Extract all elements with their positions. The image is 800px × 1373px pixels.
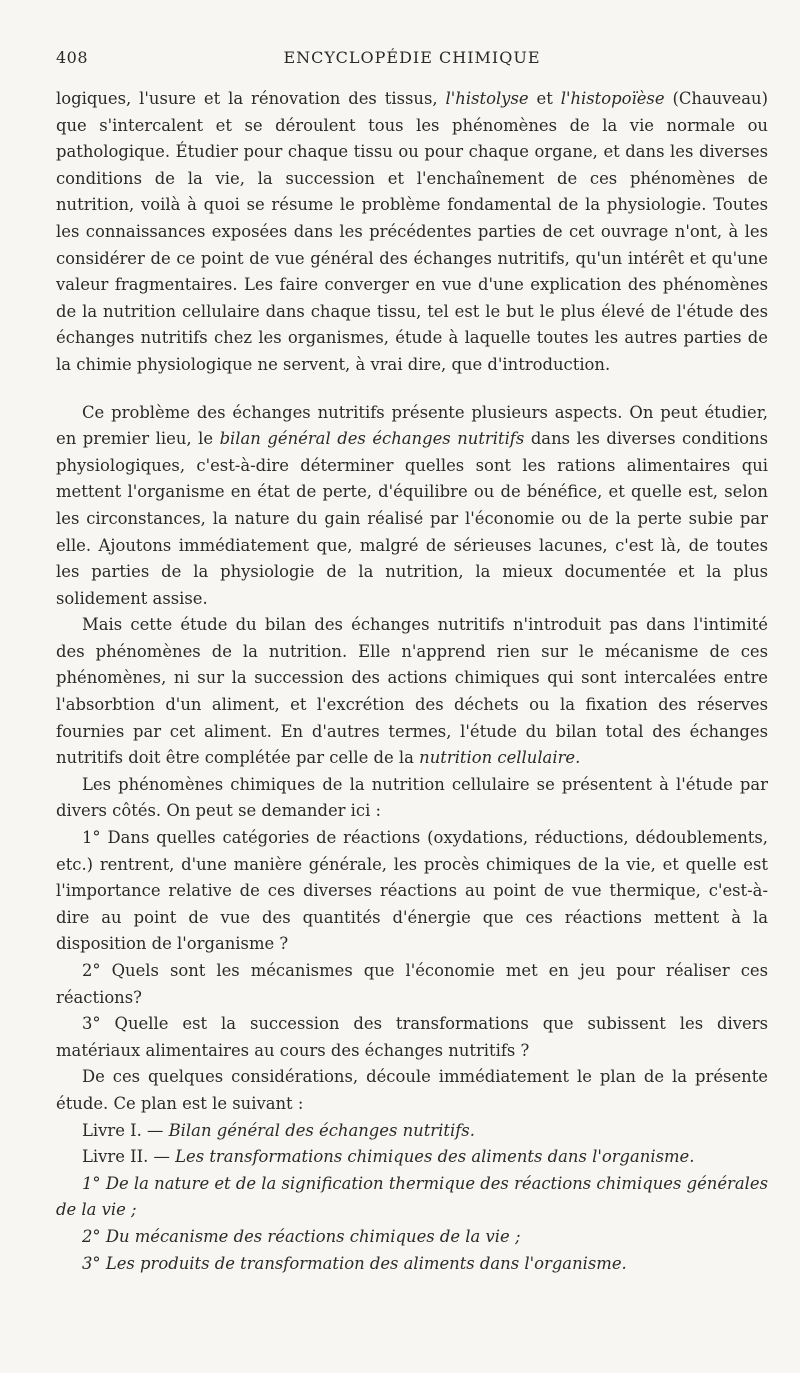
section-3 <box>56 1251 768 1278</box>
livre-2-label: Livre II. — <box>82 1147 176 1167</box>
paragraph-3-text-a: Mais cette étude du bilan des échanges nutritifs n'introduit pas dans l'intimité des phénomènes de la nutrition. Elle n'apprend rien sur le mécanisme de ces phénomènes, ni sur la succession des actions chimiques qui sont intercalées entre l'absorbtion d'un aliment, et l'excrétion des déchets ou la fixation des réserves fournies par cet aliment. En d'autres termes, l'étude du bilan total des échanges nutritifs doit être complétée par celle de la <box>56 615 768 768</box>
question-3: 3° Quelle est la succession des transformations que subissent les divers matériaux alimentaires au cours des échanges nutritifs ? <box>56 1014 768 1060</box>
term-histolyse: l'histolyse <box>445 89 529 108</box>
term-nutrition-cellulaire: nutrition cellulaire. <box>419 748 581 768</box>
paragraph-5: De ces quelques considérations, découle immédiatement le plan de la présente étude. Ce plan est le suivant : <box>56 1067 768 1113</box>
term-bilan-general: bilan général des échanges nutritifs <box>219 429 525 449</box>
question-2: 2° Quels sont les mécanismes que l'économie met en jeu pour réaliser ces réactions? <box>56 961 768 1007</box>
livre-1 <box>56 1118 768 1145</box>
livre-2-title: Les transformations chimiques des aliments dans l'organisme. <box>175 1147 695 1167</box>
section-1 <box>56 1171 768 1224</box>
question-1: 1° Dans quelles catégories de réactions (oxydations, réductions, dédoublements, etc.) rentrent, d'une manière générale, les procès chimiques de la vie, et quelle est l'importance relative de ces diverses réactions au point de vue thermique, c'est-à-dire au point de vue des quantités d'énergie que ces réactions mettent à la disposition de l'organisme ? <box>56 828 768 954</box>
paragraph-2-text-a: Ce problème des échanges nutritifs présente plusieurs aspects. On peut étudier, en premier lieu, le <box>56 402 768 449</box>
paragraph-1-text-c: et <box>528 89 561 108</box>
section-2-title: 2° Du mécanisme des réactions chimiques de la vie ; <box>82 1226 521 1246</box>
page-number: 408 <box>56 48 89 67</box>
section-3-title: 3° Les produits de transformation des aliments dans l'organisme. <box>82 1253 627 1273</box>
section-1-title: 1° De la nature et de la signification thermique des réactions chimiques générales de la vie ; <box>56 1173 768 1220</box>
paragraph-1-text-a: logiques, l'usure et la rénovation des tissus, <box>56 89 446 108</box>
livre-1-label: Livre I. — <box>82 1120 169 1140</box>
running-title: ENCYCLOPÉDIE CHIMIQUE <box>283 48 541 67</box>
paragraph-1-text-e: (Chauveau) que s'intercalent et se déroulent tous les phénomènes de la vie normale ou pathologique. Étudier pour chaque tissu ou pour chaque organe, et dans les diverses conditions de la vie, la succession et l'enchaînement de ces phénomènes de nutrition, voilà à quoi se résume le problème fondamental de la physiologie. Toutes les connaissances exposées dans les précédentes parties de cet ouvrage n'ont, à les considérer de ce point de vue général des échanges nutritifs, qu'un intérêt et qu'une valeur fragmentaires. Les faire converger en vue d'une explication des phénomènes de la nutrition cellulaire dans chaque tissu, tel est le but le plus élevé de l'étude des échanges nutritifs chez les organismes, étude à laquelle toutes les autres parties de la chimie physiologique ne servent, à vrai dire, que d'introduction. <box>56 89 768 374</box>
livre-2 <box>56 1144 768 1171</box>
section-2 <box>56 1224 768 1251</box>
paragraph-2-text-c: dans les diverses conditions physiologiques, c'est-à-dire déterminer quelles sont les rations alimentaires qui mettent l'organisme en état de perte, d'équilibre ou de bénéfice, et quelle est, selon les circonstances, la nature du gain réalisé par l'économie ou de la perte subie par elle. Ajoutons immédiatement que, malgré de sérieuses lacunes, c'est là, de toutes les parties de la physiologie de la nutrition, la mieux documentée et la plus solidement assise. <box>56 429 769 608</box>
paragraph-2 <box>56 400 768 613</box>
paragraph-1 <box>56 86 768 379</box>
paragraph-4: Les phénomènes chimiques de la nutrition cellulaire se présentent à l'étude par divers côtés. On peut se demander ici : <box>56 774 768 821</box>
page-header <box>56 42 768 72</box>
paragraph-3 <box>56 612 768 772</box>
term-histopoiese: l'histopoïèse <box>560 89 665 108</box>
livre-1-title: Bilan général des échanges nutritifs. <box>168 1120 475 1140</box>
body-text <box>56 86 768 1277</box>
